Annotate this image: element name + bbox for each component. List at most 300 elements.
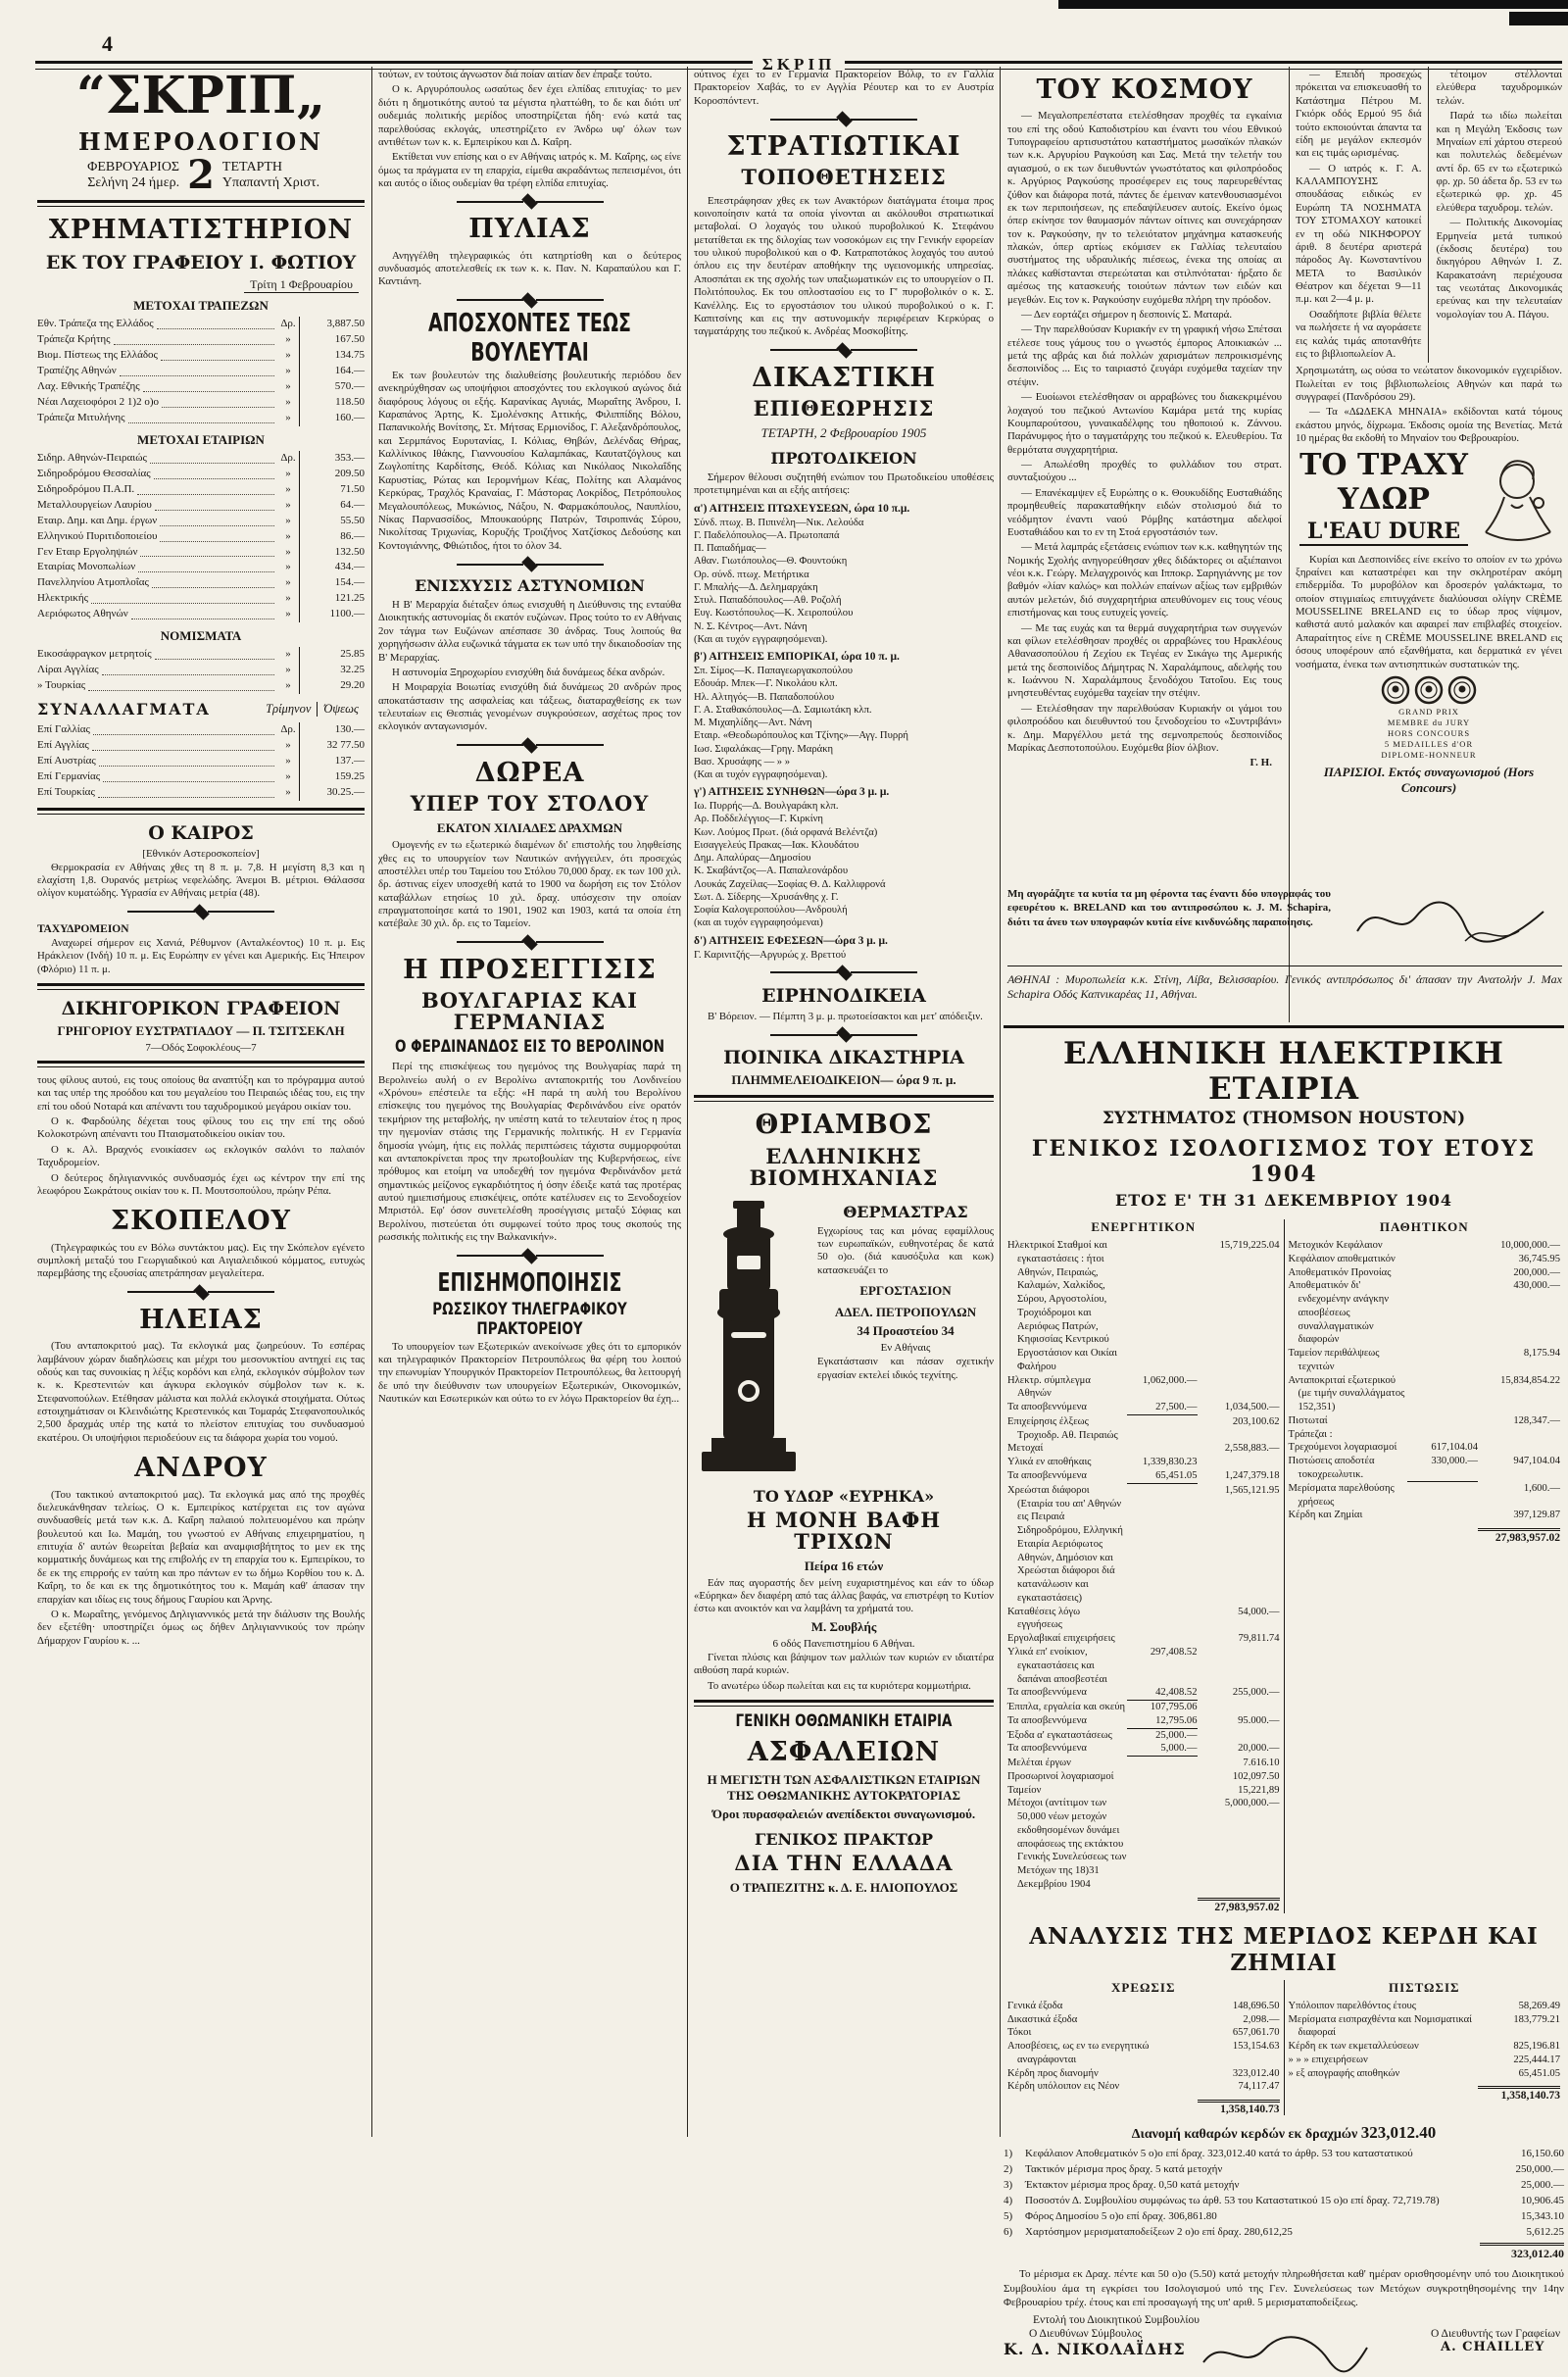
ornament-divider [770, 1030, 917, 1039]
h2c-block: ΓΕΝΙΚΗ ΟΘΩΜΑΝΙΚΗ ΕΤΑΙΡΙΑ [735, 1710, 953, 1731]
medal-labels [1296, 707, 1562, 761]
sheet-label: Μετοχικόν Κεφάλαιον [1288, 1240, 1383, 1251]
case-line: Κων. Λούμος Πρωτ. (διά ορφανά Βελέντζα) [694, 826, 878, 838]
case-list [694, 800, 994, 929]
sheet-amount: 200,000.— [1513, 1266, 1560, 1278]
medal-label: GRAND PRIX [1398, 706, 1459, 717]
distribution-value: 16,150.60 [1521, 2148, 1564, 2160]
classified-item: — Πολιτικής Δικονομίας Ερμηνεία μετά τυπικού (έκδοσις δευτέρα) του δικηγόρου Αθηνών Ι. Ζ. Καρακατσάνη περιέχουσα τας νεωτάτας Δικονομικάς ερεύνας και την τελευταίαν νομολογίαν του Α. Πάγου. [1436, 217, 1562, 321]
p-block: (Του ανταποκριτού μας). Τα εκλογικά μας ζωηρεύουν. Το εσπέρας λαμβάνουν χώραν διαδηλώσεις και μέχρι του μεσονυκτίου αντηχεί εις τας οδούς και τας συνοικίας η λέξις κορδόνι και εληά, εκλογικόν σύμβολον των κ. κ. Κρεστενιτών και άγκυρα εκλογικόν σύμβολον των κ. κ. Στεφανοπούλων. Ετέθησαν μάλιστα και πολλά εκλογικά στοιχήματα. Ούτως εστοιχημάτισαν οι Κλεινδιώτης Κρεστενικός και Τομαράς Στεφανοπουλικός 2,500 δραχμάς υπέρ της κατά το πλείστον επιτυχίας του συνδυασμού εκατέρου. Οι υποψήφιοι περιοδεύουν εις τα διάφορα χωρία του νομού. [37, 1340, 365, 1444]
leader-dots [98, 797, 274, 798]
sheet-amount: 203,100.62 [1232, 1415, 1280, 1427]
sheet-row [1007, 1442, 1280, 1456]
h1b-block: ΒΟΥΛΓΑΡΙΑΣ ΚΑΙ ΓΕΡΜΑΝΙΑΣ [421, 988, 638, 1035]
sheet-amount: 947,104.04 [1513, 1456, 1560, 1467]
sheet-row [1007, 1757, 1280, 1770]
market-label: Εταιρίας Μονοπωλίων [37, 561, 136, 573]
fx-title: ΣΥΝΑΛΛΑΓΜΑΤΑ [37, 700, 211, 719]
market-unit: » [285, 333, 291, 346]
liabilities-column [1284, 1219, 1565, 1913]
analysis-title: ΑΝΑΛΥΣΙΣ ΤΗΣ ΜΕΡΙΔΟΣ ΚΕΡΔΗ ΚΑΙ ΖΗΜΙΑΙ [1029, 1922, 1539, 1976]
h1b-block: ΔΙΑ ΤΗΝ ΕΛΛΑΔΑ [734, 1851, 954, 1876]
sheet-label: Αποθεματικόν Προνοίας [1288, 1266, 1392, 1278]
sheet-label: Ανταποκριταί εξωτερικού (με τιμήν συναλλάγματος 152,351) [1288, 1374, 1405, 1413]
sheet-amount: 95.000.— [1238, 1714, 1280, 1726]
sheet-inner-amount [1407, 1239, 1478, 1253]
leader-dots [143, 391, 274, 392]
column-2-content [378, 67, 681, 2137]
orn-line [536, 299, 604, 301]
analysis-row [1289, 2000, 1561, 2013]
sheet-row [1289, 1455, 1561, 1482]
distribution-label: Κεφάλαιον Αποθεματικόν 5 ο)ο επί δραχ. 323,012.40 κατά το άρθρ. 53 του καταστατικού [1025, 2148, 1413, 2160]
market-row [37, 317, 365, 332]
p-block: Ο δεύτερος δηλιγιαννικός συνδυασμός έχει ως κέντρον την επί της λεωφόρου Σωκράτους οικίαν του κ. Π. Μουτσοπούλου, πρώην Ρέπα. [37, 1171, 365, 1197]
market-label: Επί Γαλλίας [37, 723, 90, 736]
p-block: Εκ των βουλευτών της διαλυθείσης βουλευτικής περιόδου δεν ανεκηρύχθησαν ως υποψήφιοι αποσχόντες του εκλογικού αγώνος διά διαφόρους λόγους οι εξής. Καρανίκας Αγυιάς, Μωραΐτης Άνδρου, Ι. Καραπάνος Άρτης, Κ. Σμολένσκης Αττικής, Φιλιππίδης Βόλου, Παπανικολής Βονίτσης, Στ. Μήτσας Ερμιονίδος, Γ. Αλεξανδρόπουλος, και Σερμπάνος Ευρυτανίας, Ι. Κόλιας, Θηβών, Δελένδας Θήρας, Καλλίνικος Ιθάκης, Γιαννουσίου Καλαμπάκας, Καυτατζόγλους και Ζωγλοπίτης Καρδίτσης, Θεόδ. Κόλιας και Νικόλαος Νικολαΐδης Καρυστίας, Ρώτας και Ιερομνήμων Κέας, Πολίτης και Αλαμάνος Κερκύρας, Τραχλός Κραναίας, Γ. Μάστορας Λοκρίδος, Πετρόπουλος Μεγαλουπόλεως, Μυκώνιος, Νάξου, Ν. Φαρμακόπουλος, Ναυπλίου, Νίκας Παρνασσίδος, Μπουκαούρης Πατρών, Τσιροπινάς Σύρου, Νικολίτσας Τριχωνίας, Κορυζής Τροιζήνος Χατζίσκος Δεδούσης και Κοντογιάννης, Φθιώτιδος, ήτοι το όλον 34. [378, 369, 681, 552]
analysis-value: 225,444.17 [1513, 2054, 1560, 2065]
orn-diamond [521, 737, 538, 754]
calendar-weekday: ΤΕΤΑΡΤΗ [221, 160, 283, 174]
analysis-table [1004, 1980, 1564, 2115]
market-value: 130.— [299, 722, 365, 738]
h3l-block: β') ΑΙΤΗΣΕΙΣ ΕΜΠΟΡΙΚΑΙ, ώρα 10 π. μ. [694, 651, 900, 664]
sheet-label: Εργολαβικαί επιχειρήσεις [1007, 1633, 1115, 1645]
pn-block: τους φίλους αυτού, εις τους οποίους θα αναπτύξη και το πρόγραμμα αυτού και τας υπέρ της προόδου και του μεγαλείου του Πειραιώς ιδέας του, εις την επί του οδού Νοταρά και απέναντι του ταχυδρομικού μεγάρου οικίαν του. [37, 1073, 365, 1113]
orn-diamond [193, 904, 210, 920]
case-line: Δημ. Απαλύρας—Δημοσίου [694, 853, 811, 865]
sheet-label: Μελέται έργων [1007, 1758, 1071, 1769]
medal-label: DIPLOME-HONNEUR [1381, 750, 1477, 761]
distribution-row [1004, 2209, 1564, 2225]
market-row [37, 663, 365, 678]
leader-dots [155, 659, 274, 660]
h1-block: ΗΛΕΙΑΣ [139, 1304, 263, 1335]
leader-dots [137, 494, 274, 495]
h1s-block: Ο ΚΑΙΡΟΣ [148, 821, 254, 844]
sheet-inner-amount [1127, 1784, 1198, 1798]
p-block: Η Β' Μεραρχία διέταξεν όπως ενισχυθή η Διεύθυνσις της ενταύθα Διοικητικής αστυνομίας δι εκατόν ευζώνων. Προς τούτο το εν Αθήναις 2ον τάγμα των Ευζώνων απέσπασε 30 άνδρας. Τους λοιπούς θα χορηγήσωσιν άλλα ευζωνικά τάγματα εκ των υπό την δικαιοδοσίαν της Β' Μεραρχίας. [378, 599, 681, 664]
orn-diamond [836, 342, 853, 359]
medal-icon [1381, 675, 1410, 705]
orn-line [536, 564, 604, 566]
sheet-label: Πιστωταί [1288, 1414, 1328, 1426]
market-row [37, 591, 365, 607]
p-block: Β' Βόρειον. — Πέμπτη 3 μ. μ. πρωτοείσακτοι και μετ' απόδειξιν. [708, 1010, 983, 1022]
market-value: 132.50 [299, 545, 365, 561]
p-block: Ο κ. Μωραΐτης, γενόμενος Δηλιγιαννικός μετά την διάλυσιν της Βουλής δεν εξετέθη· υποστηρίζει όμως ως δήθεν Δηλιγιαννικούς τον πρώην Δήμαρχον Γαυρίου κ. ... [37, 1608, 365, 1647]
signature-left-role: Ο Διευθύνων Σύμβουλος [1029, 2328, 1143, 2341]
sheet-inner-amount: 5,000.— [1127, 1742, 1198, 1757]
distribution-row [1004, 2162, 1564, 2178]
market-value: 121.25 [299, 591, 365, 607]
double-rule [37, 1061, 365, 1067]
classified-item: Παρά τω ιδίω πωλείται και η Μεγάλη Έκδοσις των Μηναίων επί χάρτου στερεού και πολυτελώς δεδεμένων αντί δρ. 65 εν τω εξωτερικώ φρ. χρ. 50 άδετα δρ. 53 εν τω εξωτερικώ φρ. χρ. 45 ελεύθερα ταχυδρομ. τελών. [1436, 110, 1562, 214]
p-block: (Του τακτικού ανταποκριτού μας). Τα εκλογικά μας από της προχθές διελευκάνθησαν τελείως. Ο κ. Εμπειρίκος κατέρχεται εις τον αγώνα συνδυασθείς μετά των κ.κ. Δ. Καΐρη παλαιού πολιτευομένου και πρώην βουλευτού και Ιω. Μαμάη, του γνωστού εν Αθήναις επιχειρηματίου, η επιτυχία δ' αυτών θεωρείται βεβαία και αναμφισβήτητος το μεν εκ της κομματικής δυνάμεως και της επιβολής εν τη επαρχία του κ. Εμπειρίκου, το δε εκ της επιρροής εν ταύτη και προ πάντων εν τω δήμω Κορθίου του κ. Δ. Καΐρη, το δε και εκ της δημοτικότητος του κ. Μαμάη καθ' άπασαν την επαρχίαν και ιδίως εις τους δήμους Γαυρίου και Άρνης. [37, 1488, 365, 1606]
distribution-total [1004, 2241, 1564, 2261]
signature-scribble [1339, 887, 1562, 956]
sheet-amount [1198, 1729, 1280, 1743]
c-block: [Εθνικόν Αστεροσκοπείον] [142, 847, 260, 860]
sheet-label: Μερίσματα παρελθούσης χρήσεως [1288, 1482, 1395, 1508]
stove-note: Εγκατάστασιν και πάσαν σχετικήν εργασίαν εκτελεί ιδικός τεχνίτης. [817, 1356, 994, 1381]
sheet-amount [1198, 1456, 1280, 1469]
ornament-divider [457, 1252, 604, 1261]
market-label: Σιδηροδρόμου Π.Α.Π. [37, 482, 135, 495]
sheet-amount [1198, 1374, 1280, 1402]
orn-diamond [521, 934, 538, 951]
h3-block: ΜΕΤΟΧΑΙ ΤΡΑΠΕΖΩΝ [133, 298, 269, 314]
analysis-label: Γενικά έξοδα [1007, 2000, 1063, 2011]
balance-heading: ΓΕΝΙΚΟΣ ΙΣΟΛΟΓΙΣΜΟΣ ΤΟΥ ΕΤΟΥΣ 1904 [1031, 1136, 1537, 1187]
case-line: Σωτ. Δ. Σίδερης—Χρυσάνθης χ. Γ. [694, 891, 839, 903]
cb-block: ΓΡΗΓΟΡΙΟΥ ΕΥΣΤΡΑΤΙΑΔΟΥ — Π. ΤΣΙΤΣΕΚΛΗ [57, 1022, 345, 1038]
market-value: 434.— [299, 560, 365, 575]
p-block: Ομογενής εν τω εξωτερικώ διαμένων δι' επιστολής του ληφθείσης χθες εις το υπουργείον των Ναυτικών ανήγγειλεν, ότι προσεχώς αποστέλλει υπέρ του Ταμείου του Στόλου 70,000 δραχ. εκ των 100 χιλ. δρ. άστινας είχεν υποσχεθή κατά το 1900 να δωρήση εις τον Στόλον καταβάλλων ετησίως 10 χιλ. δραχ. υπόσχεσιν την οποίαν επραγματοποίησε κατά το 1901, 1902 και 1903, κατά τα οποία έτη κατέβαλε 30 χιλ. δρ. εις το Ταμείον. [378, 839, 681, 930]
market-label: Ηλεκτρικής [37, 592, 88, 605]
sig-block: Γ. Η. [1250, 757, 1272, 769]
orn-line [127, 911, 195, 913]
market-row [37, 379, 365, 395]
sheet-label: Τα αποσβεννύμενα [1007, 1687, 1087, 1699]
sheet-label: Κέρδη και Ζημίαι [1288, 1510, 1363, 1521]
market-value: 64.— [299, 498, 365, 514]
market-row [37, 348, 365, 364]
sheet-amount: 20,000.— [1238, 1743, 1280, 1755]
sheet-row [1007, 1239, 1280, 1374]
sheet-row [1007, 1484, 1280, 1606]
market-value: 134.75 [299, 348, 365, 364]
sheet-inner-amount [1127, 1239, 1198, 1374]
distribution-list [1004, 2147, 1564, 2261]
eau-title-greek: ΤΟ ΤΡΑΧΥ ΥΔΩΡ [1299, 447, 1468, 517]
sheet-row [1007, 1374, 1280, 1402]
stove-ad [694, 1195, 994, 1479]
sheet-row [1007, 1632, 1280, 1646]
woman-illustration [1472, 448, 1562, 552]
p-block: Ανηγγέλθη τηλεγραφικώς ότι κατηρτίσθη και ο δεύτερος συνδυασμός αποτελεσθείς εκ των κ. κ. Παν. Ν. Καραπαύλου και Γ. Καντιάνη. [378, 249, 681, 288]
scan-smear-2 [1509, 12, 1568, 25]
h1b-block: ΥΠΕΡ ΤΟΥ ΣΤΟΛΟΥ [410, 791, 650, 817]
market-label: Εταιρ. Δημ. και Δημ. έργων [37, 514, 158, 526]
orn-line [536, 201, 604, 203]
h2-block: ΤΟ ΥΔΩΡ «ΕΥΡΗΚΑ» [753, 1486, 935, 1506]
electric-company-report [1004, 1025, 1564, 2359]
sheet-inner-amount [1407, 1347, 1478, 1374]
market-value: 118.50 [299, 395, 365, 411]
orn-diamond [836, 965, 853, 981]
distribution-row [1004, 2225, 1564, 2241]
orn-line [770, 119, 838, 121]
column-rule-1 [371, 67, 372, 2137]
distribution-value: 250,000.— [1515, 2163, 1564, 2176]
analysis-total-value: 1,358,140.73 [1478, 2086, 1560, 2102]
market-label: Επί Αυστρίας [37, 754, 96, 767]
p-block: — Ετελέσθησαν την παρελθούσαν Κυριακήν οι γάμοι του φιλοπροόδου και διευθυντού του ξενοδοχείου το «Συντριβάνι» κ. Δημ. Μαργέλλου μετά της σεμνοπρεπούς δεσποινίδος Μαρίκας Δεσποτοπούλου. Ευχόμεθα βίον όλβιον. [1007, 702, 1282, 754]
sheet-amount: 102,097.50 [1232, 1770, 1280, 1782]
sheet-row [1289, 1414, 1561, 1428]
stove-illustration [694, 1195, 809, 1479]
distribution-index: 3) [1004, 2178, 1013, 2191]
sheet-inner-amount [1407, 1253, 1478, 1266]
sheet-label: Έξοδα α' εγκαταστάσεως [1007, 1729, 1112, 1741]
market-value: 167.50 [299, 332, 365, 348]
market-row [37, 722, 365, 738]
sheet-amount: 2,558,883.— [1224, 1443, 1280, 1455]
h3l-block: δ') ΑΙΤΗΣΕΙΣ ΕΦΕΣΕΩΝ—ώρα 3 μ. μ. [694, 934, 888, 947]
market-row [37, 560, 365, 575]
market-unit: » [285, 514, 291, 526]
case-line: (και αι τυχόν εγγραφησόμεναι) [694, 917, 823, 929]
orn-line [536, 1255, 604, 1257]
h1-block: ΔΙΚΑΣΤΙΚΗ [752, 362, 936, 393]
sheet-row [1289, 1428, 1561, 1442]
market-label: Βιομ. Πίστεως της Ελλάδος [37, 349, 158, 362]
sheet-label: Επιχείρησις έλξεως Τροχιοδρ. Αθ. Πειραιώς [1007, 1415, 1118, 1441]
market-unit: » [285, 592, 291, 605]
market-row [37, 514, 365, 529]
eau-dure-ad-footer [1007, 887, 1562, 1002]
spacer [1007, 2100, 1198, 2115]
stove-ad-text [817, 1195, 994, 1479]
case-line: Σπ. Σίμος—Κ. Παπαγεωργακοπούλου [694, 666, 854, 677]
distribution-index: 1) [1004, 2148, 1013, 2160]
market-row [37, 647, 365, 663]
market-label: Επί Τουρκίας [37, 785, 95, 798]
market-table [37, 722, 365, 801]
leader-dots [88, 690, 274, 691]
sheet-amount: 8,175.94 [1523, 1348, 1560, 1360]
h3-block: ΜΕΤΟΧΑΙ ΕΤΑΙΡΙΩΝ [137, 431, 265, 447]
orn-diamond [521, 1248, 538, 1264]
ornament-divider [457, 197, 604, 206]
market-label: Τράπεζα Μιτυλήνης [37, 411, 125, 423]
c-block: 7—Οδός Σοφοκλέους—7 [145, 1041, 257, 1054]
assets-column [1004, 1219, 1284, 1913]
sheet-label: Κεφάλαιον αποθεματικόν [1288, 1253, 1396, 1264]
factory-address: 34 Προαστείου 34 [857, 1323, 955, 1339]
distribution-index: 5) [1004, 2209, 1013, 2222]
analysis-row [1007, 2000, 1280, 2013]
distribution-label: Τακτικόν μέρισμα προς δραχ. 5 κατά μετοχήν [1025, 2163, 1223, 2176]
distribution-value: 15,343.10 [1521, 2209, 1564, 2222]
p-block: — Μετά λαμπράς εξετάσεις ενώπιον των κ.κ. καθηγητών της Νομικής Σχολής ανηγορεύθησαν χθες διδάκτορες οι αξιέπαινοι νέοι κ.κ. Γεώργ. Μελαγχροινός και Ιπποκρ. Σαρηγιάννης με τον βαθμόν «λίαν καλώς» και πολλών επαίνων αξίως των εμβριθών αυτών μελετών, διό συγχαρητήρια απευθύνομεν εις τους νέους επιστήμονας και τους ευτυχείς γονείς. [1007, 541, 1282, 619]
sheet-total-value: 27,983,957.02 [1478, 1528, 1560, 1544]
market-row [37, 332, 365, 348]
market-label: Μεταλλουργείων Λαυρίου [37, 498, 152, 511]
market-value: 154.— [299, 575, 365, 591]
analysis-label: Δικαστικά έξοδα [1007, 2013, 1078, 2025]
orn-line [770, 971, 838, 973]
cb-block: Μ. Σουβλής [810, 1618, 877, 1634]
market-table [37, 647, 365, 694]
stove-body: Εγχωρίους τας και μόνας εφαμίλλους των ευρωπαϊκών, ευθηνοτέρας δε κατά 50 ο)ο. (διά καυσόξυλα και κωκ) κατασκευάζει το [817, 1224, 994, 1276]
p-block: (Τηλεγραφικώς του εν Βόλω συντάκτου μας). Εις την Σκόπελον εγένετο συμπλοκή μεταξύ του Γεωργιαδικού και Αιγιαλειδικού κόμματος, ευτυχώς παρεμβάσης της εξουσίας απετράπησαν μεγαλείτερα. [37, 1241, 365, 1280]
case-line: (Και αι τυχόν εγγραφησόμεναι). [694, 633, 828, 645]
ornament-divider [127, 908, 274, 916]
sheet-row [1007, 1742, 1280, 1757]
calendar-month: ΦΕΒΡΟΥΑΡΙΟΣ [87, 160, 180, 174]
sheet-amount: 430,000.— [1513, 1280, 1560, 1292]
case-line: Ιωσ. Σιφαλάκας—Γρηγ. Μαράκη [694, 743, 834, 755]
h3l-block: ΤΑΧΥΔΡΟΜΕΙΟΝ [37, 922, 129, 935]
market-unit: » [285, 608, 291, 620]
sheet-label: Ηλεκτρικοί Σταθμοί και εγκαταστάσεις : ήτοι Αθηνών, Πειραιώς, Καλαμών, Χαλκίδος, Σύρου, Αργοστολίου, Τροχιόδρομοι και Αεριόφως Πατρών, Κηφισσίας Κεντρικού Εργοστάσιον και Οικίαι Φαλήρου [1007, 1240, 1117, 1372]
medal-label: MEMBRE du JURY [1387, 717, 1471, 727]
sheet-row [1007, 1469, 1280, 1484]
sheet-label: Τα αποσβεννύμενα [1007, 1402, 1087, 1413]
orn-line [457, 941, 524, 943]
p-block: Η αστυνομία Ξηροχωρίου ενισχύθη διά δυνάμεως δέκα ανδρών. [392, 666, 665, 678]
sheet-label: Καταθέσεις λόγω εγγυήσεως [1007, 1606, 1081, 1631]
sheet-amount: 397,129.87 [1513, 1510, 1560, 1521]
sheet-inner-amount: 1,339,830.23 [1142, 1457, 1198, 1468]
h1c-block: ΕΠΙΣΗΜΟΠΟΙΗΣΙΣ [437, 1267, 622, 1298]
sheet-amount [1478, 1441, 1560, 1455]
sheet-row [1007, 1686, 1280, 1701]
market-unit: » [285, 396, 291, 409]
h1b-block: ΕΛΛΗΝΙΚΗΣ ΒΙΟΜΗΧΑΝΙΑΣ [749, 1143, 939, 1190]
pn-block: τούτων, εν τούτοις άγνωστον διά ποίαν αιτίαν δεν έπραξε τούτο. [378, 69, 653, 80]
assets-title: ΕΝΕΡΓΗΤΙΚΟΝ [1091, 1219, 1197, 1234]
orn-line [536, 744, 604, 746]
sheet-label: Αποθεματικόν δι' ενδεχομένην ανάγκην αποσβέσεως συναλλαγματικών διαφορών [1288, 1280, 1390, 1346]
market-label: Αεριόφωτος Αθηνών [37, 608, 128, 620]
p-block: Επεστράφησαν χθες εκ των Ανακτόρων διατάγματα έτοιμα προς κοινοποίησιν κατά τα οποία γίνονται αι ακόλουθοι στρατιωτικαί μεταβολαί. Ο λοχαγός του υλικού πυροβολικού Κ. Στεφάνου μετατίθεται εκ της διλοχίας των νοσοκόμων εις την Γενικήν εφορείαν του υλικού πυροβολικού και ο Φ. Κατραποτάκος λοχαγός του αυτού όπλου εις την δευτέραν αποθήκην της υγειονομικής υπηρεσίας. Αποσπάται εκ της σχολής των υπαξιωματικών εις το υπουργείον ο Π. Πολιτόπουλος. Εκ του οπλοστασίου εις το Γ' πυροβολικόν ο κ. Σ. Κανέλλης. Εις το εργοστάσιον του υλικού πυροβολικού ο κ. Γ. Καπιτσίνης και εις την αστυνομικήν περιφέρειαν Κερκύρας ο ταγματάρχης του πεζικού κ. Ανδρέας Μοσκοβίτης. [694, 194, 994, 338]
market-unit: » [285, 411, 291, 423]
orn-line [457, 564, 524, 566]
orn-diamond [836, 111, 853, 127]
orn-line [536, 941, 604, 943]
market-value: 32 77.50 [299, 738, 365, 754]
electric-subtitle: ΣΥΣΤΗΜΑΤΟΣ (THOMSON HOUSTON) [1102, 1109, 1466, 1128]
analysis-value: 58,269.49 [1518, 2000, 1560, 2011]
market-value: 353.— [299, 451, 365, 467]
case-line: Ορ. σύνδ. πτωχ. Μετήρτικα [694, 569, 809, 580]
sheet-inner-amount: 617,104.04 [1431, 1442, 1478, 1454]
case-line: (Και αι τυχόν εγγραφησόμεναι). [694, 769, 828, 780]
calendar-feast: Υπαπαντή Χριστ. [221, 175, 320, 190]
sheet-row [1007, 1784, 1280, 1798]
case-line: Στυλ. Παπαδόπουλος—Αθ. Ροζολή [694, 595, 842, 607]
cb-block: Ο ΤΡΑΠΕΖΙΤΗΣ κ. Δ. Ε. ΗΛΙΟΠΟΥΛΟΣ [729, 1880, 958, 1896]
p-block: Θερμοκρασία εν Αθήναις χθες τη 8 π. μ. 7,8. Η μεγίστη 8,3 και η ελαχίστη 1,8. Ουρανός μετρίως νεφελώδης. Άνεμοι Β. μέτριοι. Θάλασσα ολίγον κυματώδης. Υγρασία εν Αθήναις μετρία (48). [37, 861, 365, 900]
dividend-note: Το μέρισμα εκ Δραχ. πέντε και 50 ο)ο (5.50) κατά μετοχήν πληρωθήσεται καθ' ημέραν ορισθησομένην υπό του Διοικητικού Συμβουλίου άμα τη εγκρίσει του Ισολογισμού υπό της Γεν. Συνελεύσεως των Μετόχων συγκροτηθησομένης την 14ην Φεβρουαρίου τρέχ. έτους και επί προσαγωγή της υπ' αριθ. 5 μερισματαποδείξεως. [1004, 2267, 1564, 2309]
fx-col1: Τρίμηνον [266, 702, 312, 717]
market-unit: Δρ. [280, 318, 296, 330]
market-unit: » [285, 785, 291, 798]
calendar-right [222, 160, 365, 191]
orn-line [851, 349, 918, 351]
distribution-index: 2) [1004, 2163, 1013, 2176]
sheet-amount [1198, 1701, 1280, 1714]
p-block: Το ανωτέρω ύδωρ πωλείται και εις τα κυριότερα κομμωτήρια. [708, 1679, 971, 1692]
sheet-amount: 7.616.10 [1243, 1758, 1280, 1769]
sheet-inner-amount [1407, 1279, 1478, 1347]
sheet-row [1289, 1253, 1561, 1266]
sheet-amount [1478, 1428, 1560, 1442]
pn-block: Χρησιμωτάτη, ως ούσα το νεώτατον δικονομικόν εγχειρίδιον. Πωλείται εν τοις βιβλιοπωλείοις Αθηνών και παρά τω συγγραφεί (Πανδρόσου 29). [1296, 365, 1562, 403]
sheet-inner-amount [1127, 1797, 1198, 1891]
medal-icons [1296, 675, 1562, 705]
distribution-row [1004, 2194, 1564, 2209]
sheet-inner-amount: 1,062,000.— [1142, 1374, 1198, 1386]
factory-label: ΕΡΓΟΣΤΑΣΙΟΝ [859, 1283, 952, 1299]
case-line: Αρ. Ποδδελέγγιος—Γ. Κιρκίνη [694, 814, 823, 825]
sheet-inner-amount [1407, 1266, 1478, 1280]
orn-diamond [836, 1026, 853, 1043]
market-label: Επί Αγγλίας [37, 738, 89, 751]
orn-diamond [521, 556, 538, 572]
p-block: — Επανέκαμψεν εξ Ευρώπης ο κ. Θουκυδίδης Ευσταθιάδης προμηθευθείς παρακαταθήκην ειδών στολισμού διά το νεόδμητον έναντι ναού Ρόμβης κατάστημα αδελφοί Ευσταθιάδου και το εν τη Στοά εργοστάσιόν των. [1007, 486, 1282, 538]
analysis-label: » εξ απογραφής αποθηκών [1288, 2067, 1400, 2079]
market-label: Ελληνικού Πυριτιδοποιείου [37, 529, 158, 542]
sheet-row [1007, 1714, 1280, 1729]
p-block: Ο κ. Φαρδούλης δέχεται τους φίλους του εις την επί της οδού Κολοκοτρώνη απέναντι του Πταισματοδικείου οικίαν του. [37, 1115, 365, 1141]
h2c-block: ΡΩΣΣΙΚΟΥ ΤΗΛΕΓΡΑΦΙΚΟΥ ΠΡΑΚΤΟΡΕΙΟΥ [432, 1299, 627, 1339]
case-line: Γ. Καρινιτζής—Αργυρώς χ. Βρεττού [694, 949, 847, 961]
leader-dots [162, 407, 274, 408]
market-row [37, 769, 365, 785]
market-value: 25.85 [299, 647, 365, 663]
credit-column [1284, 1980, 1565, 2115]
market-value: 32.25 [299, 663, 365, 678]
h3-block: Πείρα 16 ετών [804, 1558, 884, 1573]
sheet-label: Ταμείον [1007, 1784, 1042, 1796]
p-block: — Τα «ΔΩΔΕΚΑ ΜΗΝΑΙΑ» εκδίδονται κατά τόμους εκάστου μηνός, δίχρωμα. Έκδοσις ομοία της Βενετίας. Μετά 10 ημέρας θα εκδοθή το Μηναίον του Φεβρουαρίου. [1296, 406, 1562, 445]
p-block: Το υπουργείον των Εξωτερικών ανεκοίνωσε χθες ότι το εμπορικόν και τηλεγραφικόν Πρακτορείον Πετρουπόλεως θα φέρη του λοιπού την επωνυμίαν Υπουργικόν Πρακτορείον Πετρουπόλεως, θα λειτουργή δε υπό την διεύθυνσιν των υπουργείων Εξωτερικών, Οικονομικών, Ναυτικών και Εσωτερικών και ούτω το εν λόγω Πρακτορείον θα έχη... [378, 1340, 681, 1406]
distribution-index: 6) [1004, 2225, 1013, 2238]
sheet-amount: 36,745.95 [1518, 1253, 1560, 1264]
sheet-amount: 128,347.— [1513, 1414, 1560, 1426]
eau-title-french: L'EAU DURE [1299, 519, 1468, 546]
calendar-label: ΗΜΕΡΟΛΟΓΙΟΝ [77, 127, 324, 156]
market-unit: » [285, 529, 291, 542]
fx-col2: Όψεως [317, 702, 365, 717]
h2-block: ΠΡΩΤΟΔΙΚΕΙΟΝ [770, 449, 917, 469]
calendar-moon: Σελήνη 24 ήμερ. [87, 175, 180, 190]
p-block: — Δεν εορτάζει σήμερον η δεσποινίς Σ. Ματαρά. [1021, 308, 1233, 321]
ornament-divider [457, 560, 604, 569]
market-value: 209.50 [299, 467, 365, 482]
analysis-value: 657,061.70 [1232, 2027, 1280, 2039]
p-block: Περί της επισκέψεως του ηγεμόνος της Βουλγαρίας παρά τη Βερολινείω αυλή ο εν Βερολίνω ανταποκριτής του Λονδινείου «Χρόνου» επέστειλε τα εξής: «Η παρά τη αυλή του Βερολίνου επίσκεψις του ηγεμόνος της Βουλγαρίας Φερδινάνδου είνε ορατόν τεκμήριον της μεταβολής, ην υπέστη κατά το τελευταίον έτος η προς την ηγεμονίαν στάσις της Γερμανικής πολιτικής. Η εν Γερμανία δημοσία γνώμη, ήτις εις πολλάς περιπτώσεις τάχιστα συμμορφούται και ανταποκρίνεται προς την πρωτοβουλίαν της Κυβερνήσεως, είνε πρόθυμος και ετοίμη να υποδεχθή τον ηγεμόνα Φερδινάνδον μετά σημαντικώς μείζονος εγκαρδιότητος ή όσην έδειξε κατά τας προτέρας αυτού ημιεπισήμους επισκέψεις, οπότε κατέλυσεν εις το Ξενοδοχείον Μπριστόλ. Εφ' όσον συνετελέσθη προσέγγισις μεταξύ Σόφιας και Βερολίνου, πιστεύεται ότι συμφωνεί τούτο προς τους σκοπούς της ρωσσικής πολιτικής εις την Βαλκανικήν». [378, 1061, 681, 1244]
p-block: Αναχωρεί σήμερον εις Χανιά, Ρέθυμνον (Ανταλκέοντος) 10 π. μ. Εις Ηράκλειον (Ινδή) 10 π. μ. Εις Ευρώπην εν γένει και Αμερικής. Εις Ήπειρον (Φλόριο) 11 π. μ. [37, 936, 365, 975]
p-block: Ο κ. Αλ. Βραχνός ενοικίασεν ως εκλογικόν σαλόνι το παλαιόν Ταχυδρομείον. [37, 1143, 365, 1169]
analysis-value: 825,196.81 [1513, 2041, 1560, 2053]
sheet-amount: 1,247,379.18 [1224, 1470, 1280, 1482]
signature-left [1004, 2328, 1196, 2358]
p-block: — Απωλέσθη προχθές το φυλλάδιον του στρατ. συνταξιούχου ... [1007, 459, 1282, 484]
factory-city: Εν Αθήναις [880, 1342, 931, 1355]
market-unit: » [285, 769, 291, 782]
market-unit: Δρ. [280, 723, 296, 736]
h1b-block: Η ΜΟΝΗ ΒΑΦΗ ΤΡΙΧΩΝ [746, 1507, 942, 1554]
analysis-total [1289, 2086, 1561, 2102]
h2-block: ΕΝΙΣΧΥΣΙΣ ΑΣΤΥΝΟΜΙΩΝ [415, 576, 645, 596]
case-line: Εδουάρ. Μπεκ—Γ. Νικολάου κλπ. [694, 678, 838, 690]
distribution-row [1004, 2147, 1564, 2162]
orn-line [457, 299, 524, 301]
h1-block: ΠΥΛΙΑΣ [468, 214, 591, 245]
distribution-total-value: 323,012.40 [1480, 2243, 1564, 2261]
cb-block: Η ΜΕΓΙΣΤΗ ΤΩΝ ΑΣΦΑΛΙΣΤΙΚΩΝ ΕΤΑΙΡΙΩΝ ΤΗΣ ΟΘΩΜΑΝΙΚΗΣ ΑΥΤΟΚΡΑΤΟΡΙΑΣ [707, 1772, 981, 1804]
sheet-amount: 1,600.— [1523, 1482, 1560, 1494]
sheet-row [1289, 1482, 1561, 1510]
sheet-inner-amount [1127, 1442, 1198, 1456]
analysis-label: Αποσβέσεις, ως εν τω ενεργητικώ αναγράφονται [1007, 2041, 1150, 2065]
running-title: ΣΚΡΙΠ [761, 55, 836, 74]
